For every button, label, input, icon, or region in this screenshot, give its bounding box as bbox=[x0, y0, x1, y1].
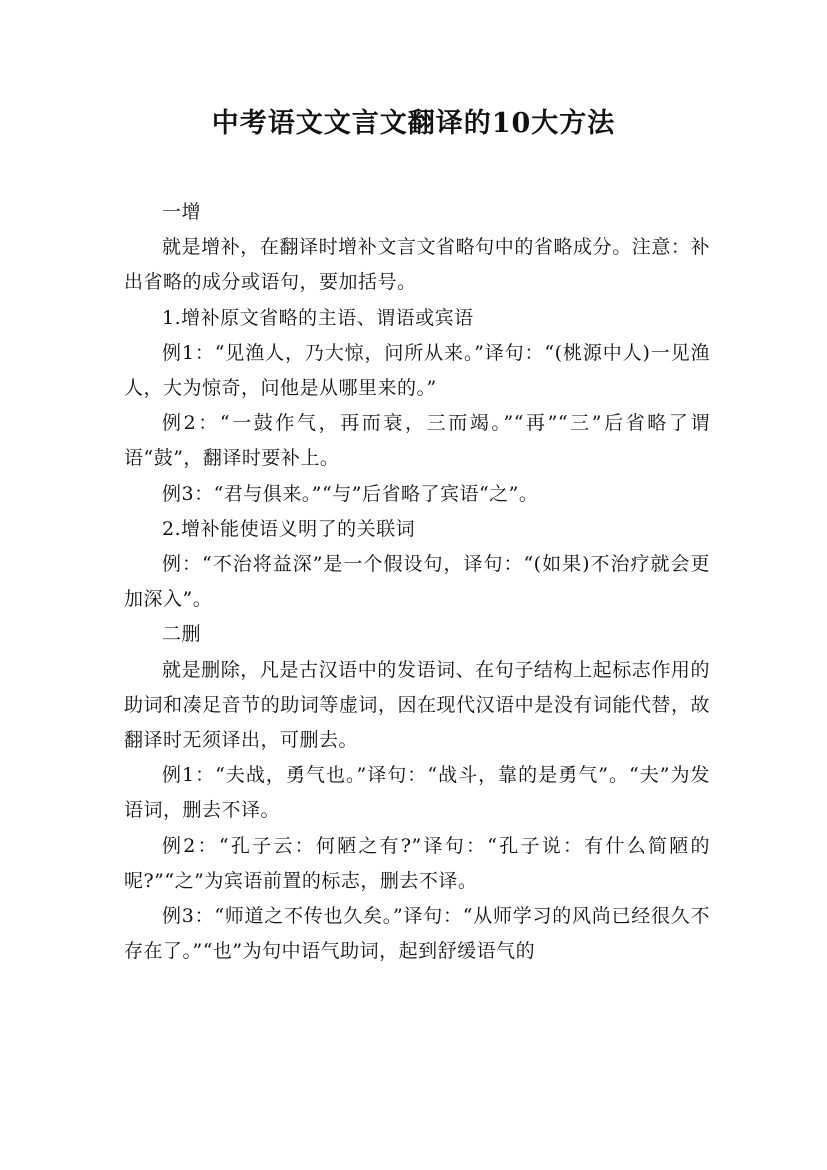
document-body bbox=[124, 195, 710, 969]
subheading: 2.增补能使语义明了的关联词 bbox=[162, 517, 416, 540]
document-title: 中考语文文言文翻译的10大方法 bbox=[211, 108, 616, 139]
paragraph: 就是删除，凡是古汉语中的发语词、在句子结构上起标志作用的助词和凑足音节的助词等虚词，因在现代汉语中是没有词能代替，故翻译时无须译出，可删去。 bbox=[124, 658, 710, 752]
example-paragraph: 例3：“君与俱来。”“与”后省略了宾语“之”。 bbox=[162, 482, 539, 505]
example-paragraph: 例2：“孔子云：何陋之有?”译句：“孔子说：有什么简陋的呢?”“之”为宾语前置的标志，删去不译。 bbox=[124, 834, 710, 892]
example-paragraph: 例1：“夫战，勇气也。”译句：“战斗，靠的是勇气”。“夫”为发语词，删去不译。 bbox=[124, 764, 710, 822]
subheading: 1.增补原文省略的主语、谓语或宾语 bbox=[162, 306, 474, 329]
example-paragraph: 例1：“见渔人，乃大惊，问所从来。”译句：“(桃源中人)一见渔人，大为惊奇，问他是从哪里来的。” bbox=[124, 341, 710, 400]
paragraph: 就是增补，在翻译时增补文言文省略句中的省略成分。注意：补出省略的成分或语句，要加括号。 bbox=[124, 236, 710, 294]
section-heading-add: 一增 bbox=[162, 201, 202, 223]
section-heading-delete: 二删 bbox=[162, 623, 202, 646]
example-paragraph: 例：“不治将益深”是一个假设句，译句：“(如果)不治疗就会更加深入”。 bbox=[124, 553, 710, 611]
example-paragraph: 例2：“一鼓作气，再而衰，三而竭。”“再”“三”后省略了谓语“鼓”，翻译时要补上。 bbox=[124, 412, 710, 470]
example-paragraph: 例3：“师道之不传也久矣。”译句：“从师学习的风尚已经很久不存在了。”“也”为句中语气助词，起到舒缓语气的 bbox=[124, 905, 710, 963]
